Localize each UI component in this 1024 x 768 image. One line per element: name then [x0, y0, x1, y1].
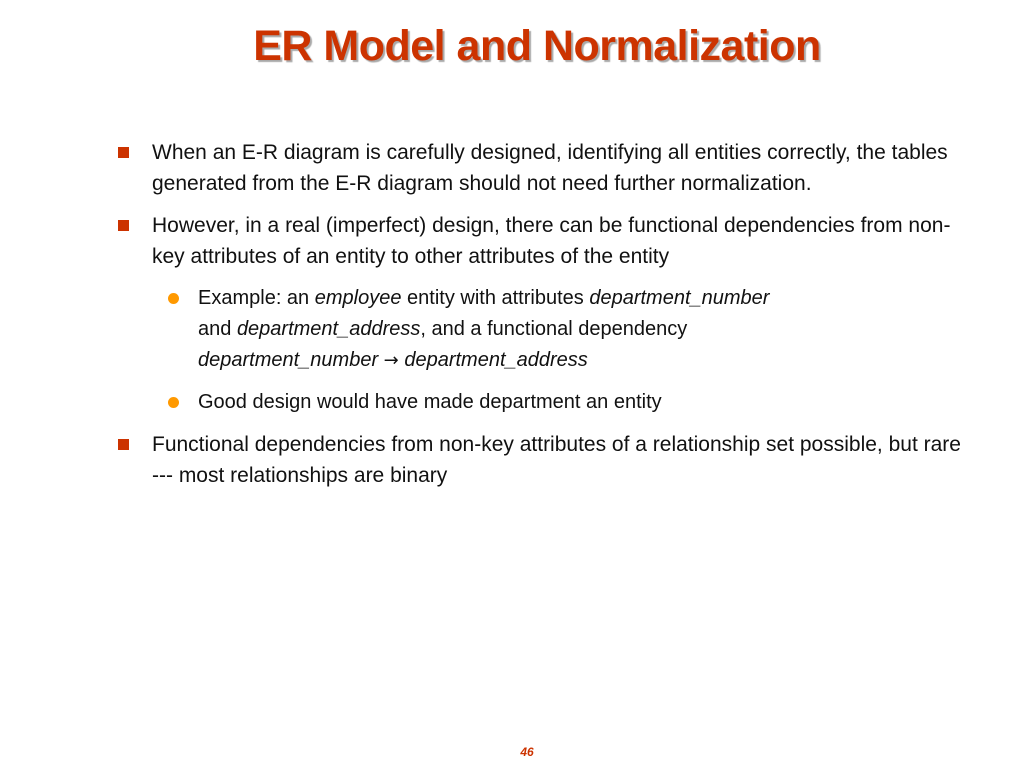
example-text-2: entity with attributes: [401, 287, 590, 309]
attribute-name: department_address: [236, 318, 421, 340]
slide-title: ER Model and Normalization: [253, 22, 821, 70]
sub-bullet-text: Good design would have made department an entity: [198, 391, 662, 413]
example-text-4: , and a functional dependency: [420, 318, 688, 340]
example-text-1: Example: an: [198, 287, 315, 309]
slide-body: [116, 137, 966, 502]
fd-lhs: department_number: [198, 349, 379, 371]
square-bullet-icon: [118, 439, 129, 450]
sub-bullet-item-2: [166, 387, 966, 418]
right-arrow-icon: →: [383, 350, 399, 371]
entity-name: employee: [314, 287, 402, 309]
fd-rhs: department_address: [404, 349, 588, 371]
example-text-3: and: [198, 318, 237, 340]
attribute-name: department_number: [589, 287, 770, 309]
round-bullet-icon: [168, 397, 179, 408]
bullet-item-3: [116, 429, 966, 491]
sub-bullet-list: [166, 283, 966, 418]
bullet-text: Functional dependencies from non-key attributes of a relationship set possible, but rare --- most relationships are binary: [152, 433, 961, 487]
bullet-item-2: [116, 210, 966, 418]
round-bullet-icon: [168, 293, 179, 304]
square-bullet-icon: [118, 220, 129, 231]
bullet-text: When an E-R diagram is carefully designed, identifying all entities correctly, the tables generated from the E-R diagram should not need further normalization.: [152, 141, 948, 195]
page-number: 46: [520, 745, 534, 759]
bullet-text: However, in a real (imperfect) design, there can be functional dependencies from non-key attributes of an entity to other attributes of the entity: [152, 214, 951, 268]
square-bullet-icon: [118, 147, 129, 158]
bullet-item-1: [116, 137, 966, 199]
sub-bullet-item-1: [166, 283, 966, 376]
